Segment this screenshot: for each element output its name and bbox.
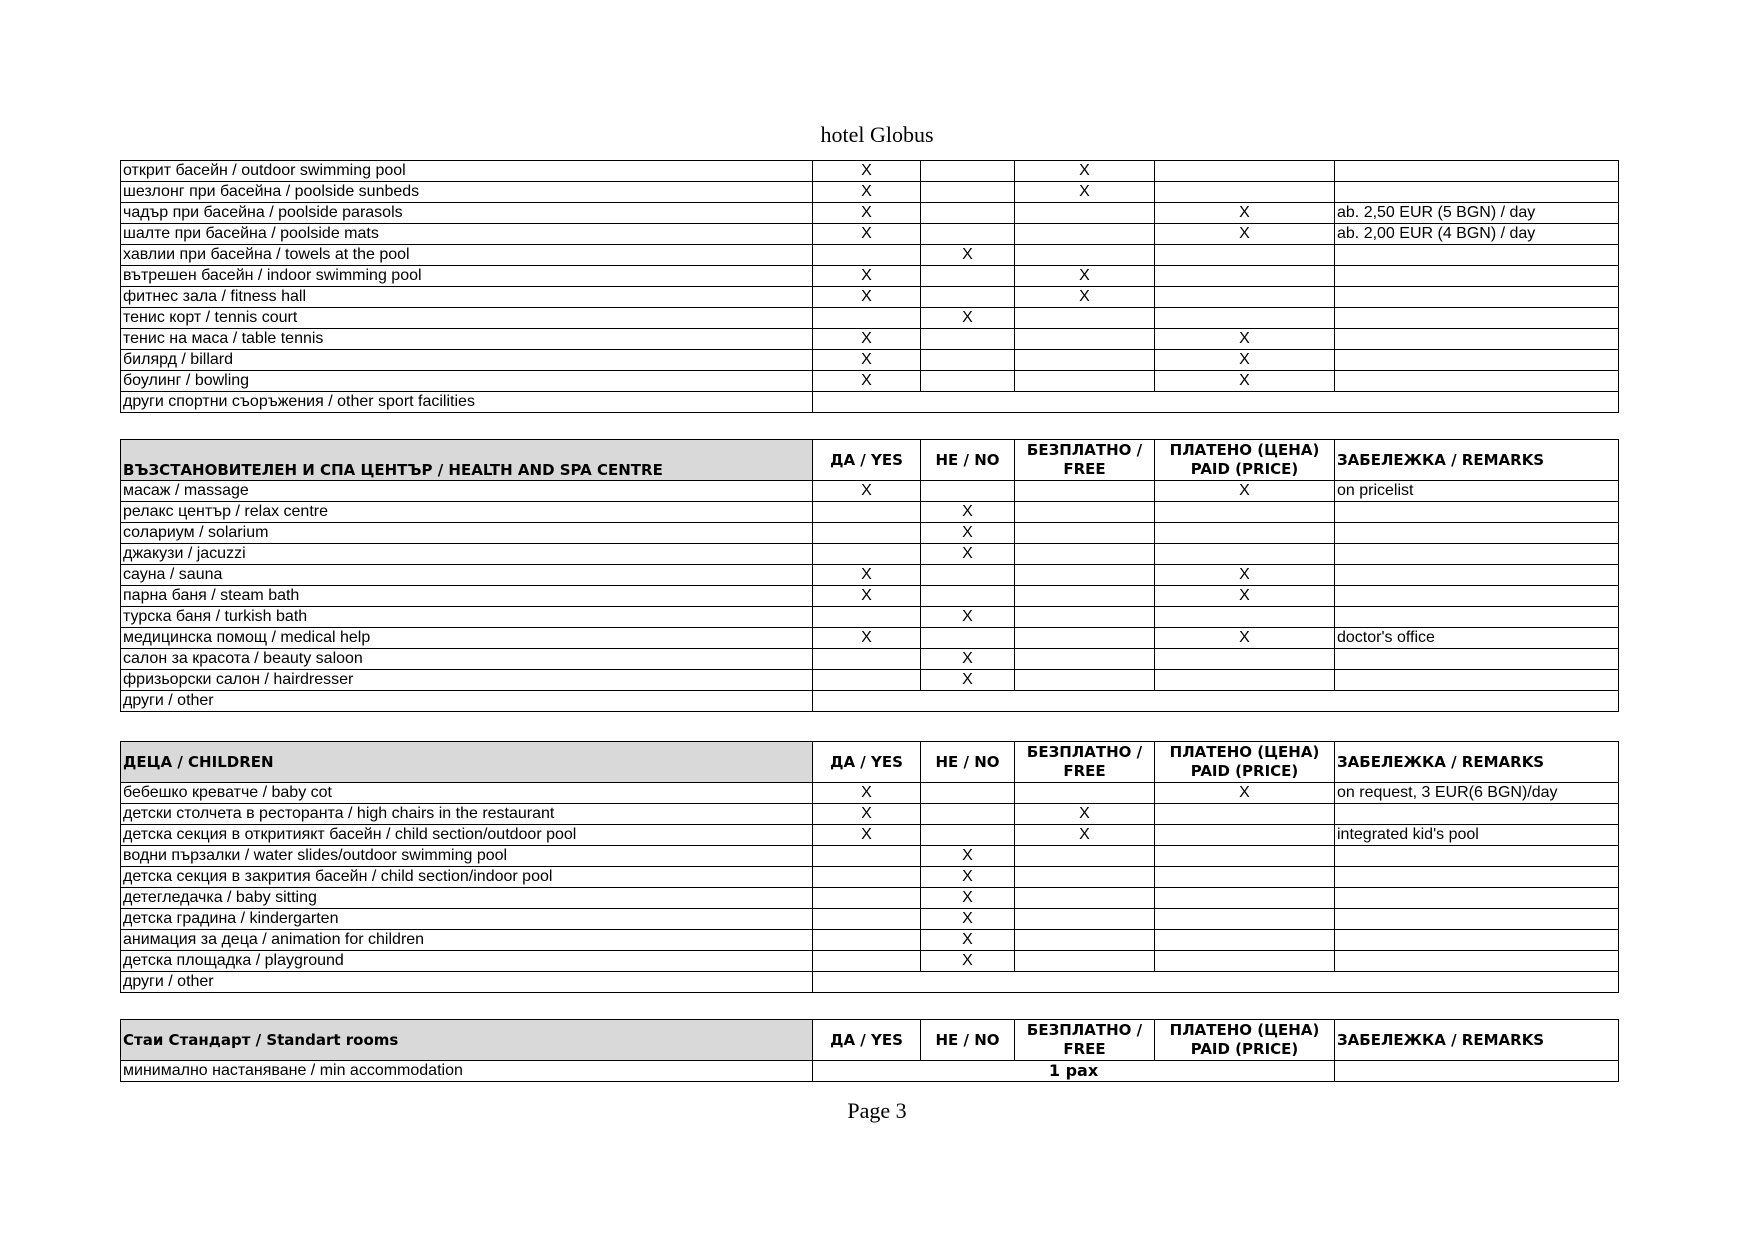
remarks-cell (1335, 804, 1619, 825)
no-cell (921, 350, 1015, 371)
no-cell (921, 161, 1015, 182)
paid-cell: X (1155, 783, 1335, 804)
free-cell (1015, 649, 1155, 670)
remarks-cell (1335, 350, 1619, 371)
table-row (121, 502, 1619, 523)
row-label: тенис на маса / table tennis (121, 329, 813, 350)
header-paid (1155, 1020, 1335, 1061)
free-cell: X (1015, 182, 1155, 203)
no-cell: X (921, 523, 1015, 544)
yes-cell (813, 523, 921, 544)
header-free-line2: FREE (1063, 762, 1106, 780)
yes-cell (813, 245, 921, 266)
table-row (121, 930, 1619, 951)
no-cell (921, 329, 1015, 350)
paid-cell (1155, 846, 1335, 867)
no-cell (921, 481, 1015, 502)
header-no: НЕ / NO (921, 440, 1015, 481)
no-cell (921, 565, 1015, 586)
free-cell (1015, 909, 1155, 930)
children-section-title: ДЕЦА / CHILDREN (121, 742, 813, 783)
table-row (121, 224, 1619, 245)
header-yes: ДА / YES (813, 742, 921, 783)
table-row (121, 1061, 1619, 1082)
remarks-cell (1335, 544, 1619, 565)
page-number: Page 3 (847, 1098, 907, 1123)
paid-cell (1155, 951, 1335, 972)
header-yes: ДА / YES (813, 1020, 921, 1061)
free-cell (1015, 867, 1155, 888)
row-label: детегледачка / baby sitting (121, 888, 813, 909)
no-cell (921, 287, 1015, 308)
row-label: други спортни съоръжения / other sport facilities (121, 392, 813, 413)
paid-cell (1155, 502, 1335, 523)
remarks-cell (1335, 586, 1619, 607)
header-paid-line2: PAID (PRICE) (1190, 460, 1299, 478)
no-cell (921, 266, 1015, 287)
row-label: турска баня / turkish bath (121, 607, 813, 628)
paid-cell (1155, 649, 1335, 670)
remarks-cell (1335, 607, 1619, 628)
table-row (121, 607, 1619, 628)
row-label: чадър при басейна / poolside parasols (121, 203, 813, 224)
remarks-cell (1335, 649, 1619, 670)
remarks-cell (1335, 930, 1619, 951)
remarks-cell (1335, 266, 1619, 287)
table-row (121, 628, 1619, 649)
no-cell: X (921, 245, 1015, 266)
paid-cell (1155, 523, 1335, 544)
paid-cell (1155, 607, 1335, 628)
table-row (121, 371, 1619, 392)
yes-cell: X (813, 182, 921, 203)
paid-cell (1155, 909, 1335, 930)
row-label: сауна / sauna (121, 565, 813, 586)
yes-cell (813, 909, 921, 930)
remarks-cell (1335, 523, 1619, 544)
free-cell (1015, 565, 1155, 586)
no-cell: X (921, 607, 1015, 628)
paid-cell: X (1155, 224, 1335, 245)
remarks-cell (1335, 909, 1619, 930)
table-row (121, 308, 1619, 329)
children-header-row (121, 742, 1619, 783)
header-free-line2: FREE (1063, 460, 1106, 478)
paid-cell (1155, 287, 1335, 308)
table-row (121, 670, 1619, 691)
row-label: други / other (121, 972, 813, 993)
rooms-section-title: Стаи Стандарт / Standart rooms (121, 1020, 813, 1061)
row-label: бебешко креватче / baby cot (121, 783, 813, 804)
remarks-cell: integrated kid's pool (1335, 825, 1619, 846)
yes-cell: X (813, 565, 921, 586)
row-label: вътрешен басейн / indoor swimming pool (121, 266, 813, 287)
yes-cell: X (813, 783, 921, 804)
row-label: детска площадка / playground (121, 951, 813, 972)
header-paid-line1: ПЛАТЕНО (ЦЕНА) (1169, 441, 1320, 459)
header-paid-line1: ПЛАТЕНО (ЦЕНА) (1169, 743, 1320, 761)
header-free (1015, 1020, 1155, 1061)
no-cell: X (921, 846, 1015, 867)
row-label: медицинска помощ / medical help (121, 628, 813, 649)
header-free (1015, 742, 1155, 783)
yes-cell (813, 930, 921, 951)
other-value-cell (813, 392, 1619, 413)
free-cell (1015, 670, 1155, 691)
paid-cell: X (1155, 350, 1335, 371)
row-label: тенис корт / tennis court (121, 308, 813, 329)
remarks-cell: ab. 2,00 EUR (4 BGN) / day (1335, 224, 1619, 245)
paid-cell (1155, 670, 1335, 691)
remarks-cell (1335, 371, 1619, 392)
free-cell (1015, 628, 1155, 649)
table-row (121, 649, 1619, 670)
free-cell: X (1015, 287, 1155, 308)
paid-cell (1155, 888, 1335, 909)
no-cell: X (921, 867, 1015, 888)
free-cell (1015, 371, 1155, 392)
free-cell (1015, 203, 1155, 224)
no-cell (921, 371, 1015, 392)
free-cell (1015, 523, 1155, 544)
yes-cell (813, 308, 921, 329)
table-row (121, 203, 1619, 224)
paid-cell (1155, 804, 1335, 825)
spa-header-row (121, 440, 1619, 481)
free-cell (1015, 224, 1155, 245)
free-cell (1015, 502, 1155, 523)
header-yes: ДА / YES (813, 440, 921, 481)
yes-cell: X (813, 628, 921, 649)
no-cell: X (921, 502, 1015, 523)
header-remarks: ЗАБЕЛЕЖКА / REMARKS (1335, 742, 1619, 783)
rooms-header-row (121, 1020, 1619, 1061)
free-cell (1015, 308, 1155, 329)
paid-cell (1155, 825, 1335, 846)
spa-section-title: ВЪЗСТАНОВИТЕЛЕН И СПА ЦЕНТЪР / HEALTH AND SPA CENTRE (121, 440, 813, 481)
table-row-other (121, 691, 1619, 712)
remarks-cell (1335, 565, 1619, 586)
yes-cell: X (813, 481, 921, 502)
free-cell (1015, 607, 1155, 628)
remarks-cell (1335, 287, 1619, 308)
header-free-line1: БЕЗПЛАТНО / (1026, 1021, 1143, 1039)
no-cell (921, 224, 1015, 245)
row-label: други / other (121, 691, 813, 712)
yes-cell (813, 888, 921, 909)
row-label: хавлии при басейна / towels at the pool (121, 245, 813, 266)
spa-centre-table (120, 439, 1619, 712)
header-paid-line1: ПЛАТЕНО (ЦЕНА) (1169, 1021, 1320, 1039)
table-row (121, 951, 1619, 972)
no-cell: X (921, 888, 1015, 909)
free-cell: X (1015, 825, 1155, 846)
free-cell (1015, 481, 1155, 502)
no-cell (921, 804, 1015, 825)
no-cell: X (921, 909, 1015, 930)
remarks-cell: ab. 2,50 EUR (5 BGN) / day (1335, 203, 1619, 224)
yes-cell: X (813, 804, 921, 825)
remarks-cell (1335, 182, 1619, 203)
row-label: джакузи / jacuzzi (121, 544, 813, 565)
free-cell (1015, 245, 1155, 266)
row-label: анимация за деца / animation for children (121, 930, 813, 951)
yes-cell (813, 670, 921, 691)
table-row-other (121, 392, 1619, 413)
other-value-cell (813, 691, 1619, 712)
table-row (121, 544, 1619, 565)
table-row-other (121, 972, 1619, 993)
row-label: детска секция в откритиякт басейн / child section/outdoor pool (121, 825, 813, 846)
sport-facilities-table (120, 160, 1619, 413)
row-label: детски столчета в ресторанта / high chairs in the restaurant (121, 804, 813, 825)
row-label: релакс център / relax centre (121, 502, 813, 523)
paid-cell (1155, 867, 1335, 888)
remarks-cell (1335, 161, 1619, 182)
table-row (121, 867, 1619, 888)
paid-cell: X (1155, 203, 1335, 224)
row-label: детска секция в закрития басейн / child section/indoor pool (121, 867, 813, 888)
yes-cell: X (813, 586, 921, 607)
paid-cell (1155, 161, 1335, 182)
free-cell (1015, 544, 1155, 565)
yes-cell (813, 649, 921, 670)
yes-cell: X (813, 371, 921, 392)
paid-cell: X (1155, 586, 1335, 607)
no-cell: X (921, 308, 1015, 329)
remarks-cell (1335, 888, 1619, 909)
remarks-cell: on pricelist (1335, 481, 1619, 502)
remarks-cell (1335, 670, 1619, 691)
yes-cell: X (813, 266, 921, 287)
yes-cell (813, 544, 921, 565)
paid-cell: X (1155, 481, 1335, 502)
paid-cell (1155, 930, 1335, 951)
header-no: НЕ / NO (921, 1020, 1015, 1061)
no-cell: X (921, 930, 1015, 951)
document-title: hotel Globus (820, 122, 934, 147)
header-paid-line2: PAID (PRICE) (1190, 1040, 1299, 1058)
yes-cell: X (813, 825, 921, 846)
no-cell (921, 628, 1015, 649)
table-row (121, 329, 1619, 350)
yes-cell: X (813, 329, 921, 350)
row-label: шезлонг при басейна / poolside sunbeds (121, 182, 813, 203)
table-row (121, 565, 1619, 586)
yes-cell (813, 867, 921, 888)
table-row (121, 350, 1619, 371)
header-paid (1155, 742, 1335, 783)
table-row (121, 523, 1619, 544)
free-cell (1015, 350, 1155, 371)
paid-cell: X (1155, 371, 1335, 392)
free-cell (1015, 930, 1155, 951)
table-row (121, 287, 1619, 308)
free-cell: X (1015, 804, 1155, 825)
row-label: фризьорски салон / hairdresser (121, 670, 813, 691)
remarks-cell (1335, 951, 1619, 972)
row-label: боулинг / bowling (121, 371, 813, 392)
paid-cell (1155, 182, 1335, 203)
header-free-line1: БЕЗПЛАТНО / (1026, 441, 1143, 459)
yes-cell (813, 502, 921, 523)
paid-cell (1155, 245, 1335, 266)
row-label: парна баня / steam bath (121, 586, 813, 607)
no-cell (921, 825, 1015, 846)
table-row (121, 846, 1619, 867)
row-label: минимално настаняване / min accommodation (121, 1061, 813, 1082)
header-paid (1155, 440, 1335, 481)
yes-cell: X (813, 161, 921, 182)
free-cell (1015, 586, 1155, 607)
yes-cell (813, 951, 921, 972)
row-label: шалте при басейна / poolside mats (121, 224, 813, 245)
no-cell (921, 783, 1015, 804)
header-remarks: ЗАБЕЛЕЖКА / REMARKS (1335, 440, 1619, 481)
table-row (121, 783, 1619, 804)
paid-cell (1155, 544, 1335, 565)
yes-cell: X (813, 224, 921, 245)
paid-cell (1155, 266, 1335, 287)
row-label: открит басейн / outdoor swimming pool (121, 161, 813, 182)
table-row (121, 909, 1619, 930)
remarks-cell (1335, 502, 1619, 523)
header-free-line2: FREE (1063, 1040, 1106, 1058)
yes-cell: X (813, 203, 921, 224)
yes-cell: X (813, 350, 921, 371)
remarks-cell (1335, 245, 1619, 266)
standard-rooms-table (120, 1019, 1619, 1082)
free-cell: X (1015, 266, 1155, 287)
yes-cell (813, 846, 921, 867)
paid-cell: X (1155, 628, 1335, 649)
free-cell (1015, 951, 1155, 972)
remarks-cell (1335, 329, 1619, 350)
no-cell (921, 203, 1015, 224)
table-row (121, 245, 1619, 266)
no-cell: X (921, 649, 1015, 670)
remarks-cell (1335, 846, 1619, 867)
table-row (121, 804, 1619, 825)
header-free-line1: БЕЗПЛАТНО / (1026, 743, 1143, 761)
row-label: масаж / massage (121, 481, 813, 502)
paid-cell: X (1155, 329, 1335, 350)
row-label: солариум / solarium (121, 523, 813, 544)
remarks-cell: doctor's office (1335, 628, 1619, 649)
yes-cell: X (813, 287, 921, 308)
paid-cell: X (1155, 565, 1335, 586)
remarks-cell (1335, 308, 1619, 329)
table-row (121, 825, 1619, 846)
other-value-cell (813, 972, 1619, 993)
table-row (121, 481, 1619, 502)
no-cell (921, 182, 1015, 203)
table-row (121, 266, 1619, 287)
row-label: фитнес зала / fitness hall (121, 287, 813, 308)
children-table (120, 741, 1619, 993)
header-paid-line2: PAID (PRICE) (1190, 762, 1299, 780)
free-cell: X (1015, 161, 1155, 182)
table-row (121, 161, 1619, 182)
header-free (1015, 440, 1155, 481)
table-row (121, 888, 1619, 909)
table-row (121, 586, 1619, 607)
free-cell (1015, 888, 1155, 909)
row-label: салон за красота / beauty saloon (121, 649, 813, 670)
free-cell (1015, 846, 1155, 867)
table-row (121, 182, 1619, 203)
remarks-cell: on request, 3 EUR(6 BGN)/day (1335, 783, 1619, 804)
yes-cell (813, 607, 921, 628)
row-label: детска градина / kindergarten (121, 909, 813, 930)
free-cell (1015, 783, 1155, 804)
free-cell (1015, 329, 1155, 350)
row-remarks (1335, 1061, 1619, 1082)
min-accommodation-value: 1 pax (813, 1061, 1335, 1082)
no-cell (921, 586, 1015, 607)
no-cell: X (921, 951, 1015, 972)
row-label: водни пързалки / water slides/outdoor swimming pool (121, 846, 813, 867)
header-remarks: ЗАБЕЛЕЖКА / REMARKS (1335, 1020, 1619, 1061)
no-cell: X (921, 670, 1015, 691)
header-no: НЕ / NO (921, 742, 1015, 783)
no-cell: X (921, 544, 1015, 565)
row-label: билярд / billard (121, 350, 813, 371)
paid-cell (1155, 308, 1335, 329)
remarks-cell (1335, 867, 1619, 888)
